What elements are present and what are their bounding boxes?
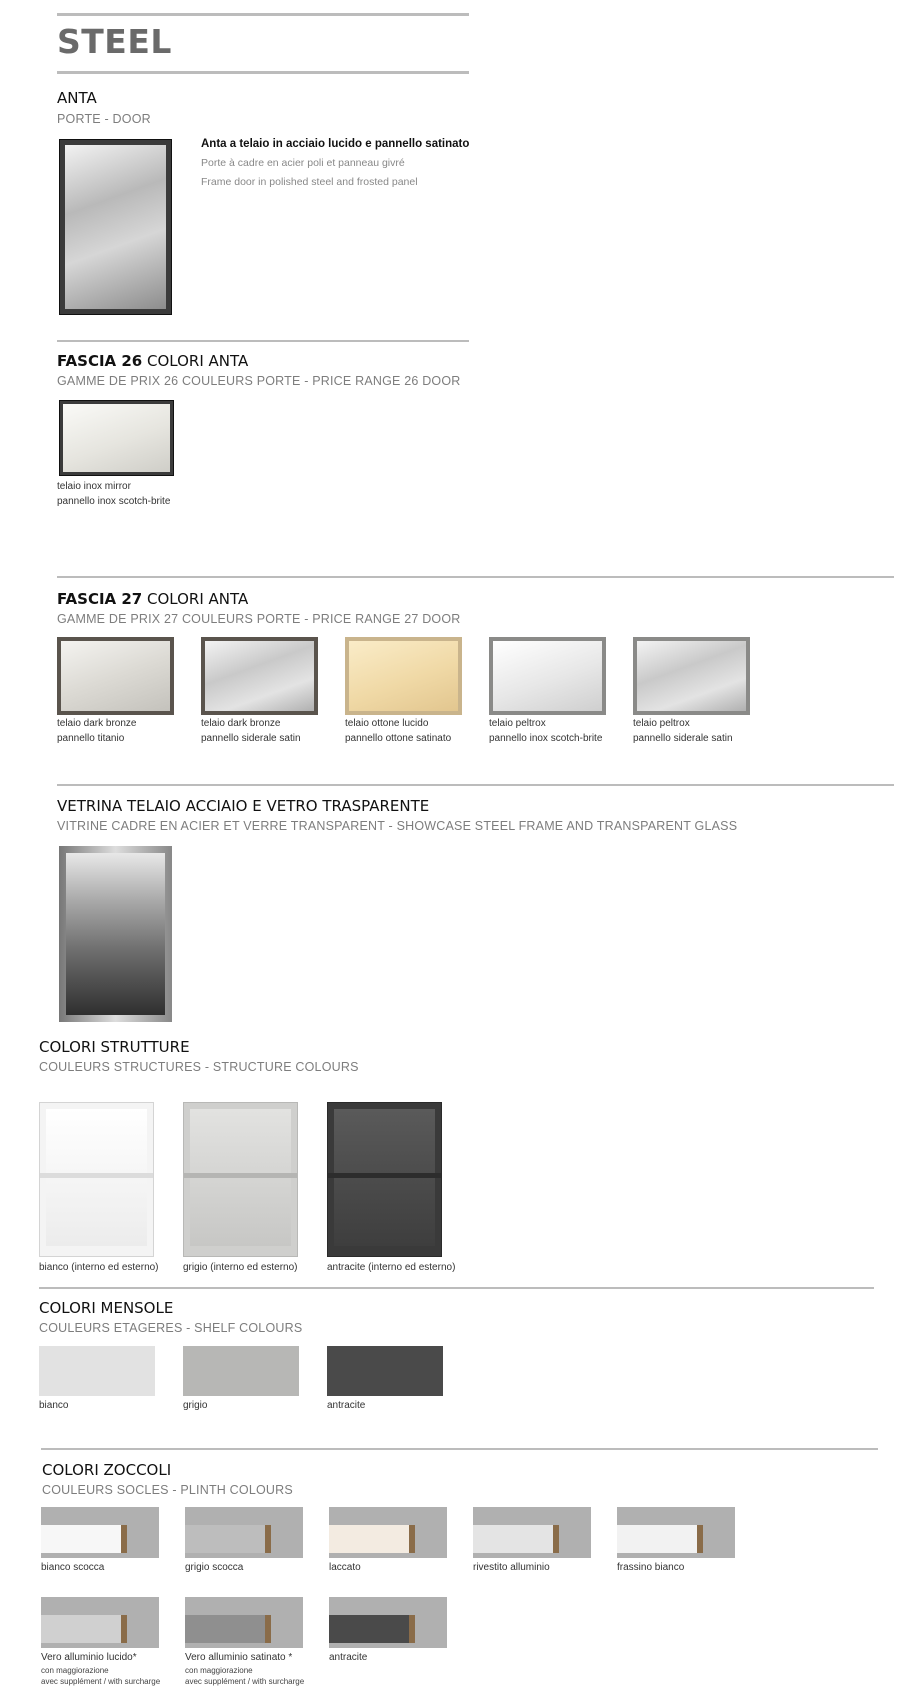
- fascia27-door-2-panel: [205, 641, 314, 711]
- fascia27-rule: [57, 576, 894, 578]
- fascia26-title: FASCIA 26 COLORI ANTA: [57, 352, 249, 370]
- zoccoli-caption-8: antracite: [329, 1652, 368, 1663]
- zoccoli-title: COLORI ZOCCOLI: [42, 1461, 172, 1479]
- strutture-subtitle: COULEURS STRUCTURES - STRUCTURE COLOURS: [39, 1060, 359, 1074]
- cabinet-grigio-shelf: [184, 1173, 297, 1178]
- vetrina-image: [59, 846, 172, 1022]
- fascia27-caption-4: telaio peltrox pannello inox scotch-brite: [489, 718, 603, 744]
- fascia27-door-4-panel: [493, 641, 602, 711]
- mensole-title: COLORI MENSOLE: [39, 1299, 174, 1317]
- plinth-6-edge: [121, 1615, 127, 1643]
- cabinet-antracite: [327, 1102, 442, 1257]
- plinth-2-edge: [265, 1525, 271, 1553]
- vetrina-title: VETRINA TELAIO ACCIAIO E VETRO TRASPARENTE: [57, 797, 430, 815]
- anta-subtitle: PORTE - DOOR: [57, 112, 151, 126]
- plinth-5-face: [617, 1525, 697, 1553]
- fascia27-door-5: [633, 637, 750, 715]
- anta-door-image: [59, 139, 172, 315]
- mensole-caption-2: grigio: [183, 1400, 208, 1411]
- plinth-7-face: [185, 1615, 265, 1643]
- strutture-caption-3: antracite (interno ed esterno): [327, 1262, 456, 1273]
- plinth-8: [329, 1597, 447, 1648]
- plinth-4-edge: [553, 1525, 559, 1553]
- mensola-swatch-grigio: [183, 1346, 299, 1396]
- plinth-5-edge: [697, 1525, 703, 1553]
- zoccoli-caption-3: laccato: [329, 1562, 361, 1573]
- anta-desc-fr: Porte à cadre en acier poli et panneau givré: [201, 157, 405, 169]
- fascia27-caption-1: telaio dark bronze pannello titanio: [57, 718, 137, 744]
- fascia27-door-4: [489, 637, 606, 715]
- top-rule: [57, 13, 469, 16]
- mensole-subtitle: COULEURS ETAGERES - SHELF COLOURS: [39, 1321, 303, 1335]
- zoccoli-rule: [41, 1448, 878, 1450]
- anta-title: ANTA: [57, 89, 97, 107]
- vetrina-rule: [57, 784, 894, 786]
- fascia26-subtitle: GAMME DE PRIX 26 COULEURS PORTE - PRICE RANGE 26 DOOR: [57, 374, 461, 388]
- cabinet-bianco-shelf: [40, 1173, 153, 1178]
- strutture-title: COLORI STRUTTURE: [39, 1038, 190, 1056]
- mensola-swatch-antracite: [327, 1346, 443, 1396]
- plinth-3-edge: [409, 1525, 415, 1553]
- fascia27-door-2: [201, 637, 318, 715]
- plinth-6-face: [41, 1615, 121, 1643]
- fascia27-door-1: [57, 637, 174, 715]
- zoccoli-caption-7: Vero alluminio satinato * con maggiorazione avec supplément / with surcharge: [185, 1652, 305, 1686]
- mensole-caption-3: antracite: [327, 1400, 366, 1411]
- fascia27-subtitle: GAMME DE PRIX 27 COULEURS PORTE - PRICE RANGE 27 DOOR: [57, 612, 461, 626]
- plinth-1-face: [41, 1525, 121, 1553]
- fascia27-door-3: [345, 637, 462, 715]
- cabinet-antracite-shelf: [328, 1173, 441, 1178]
- anta-desc-en: Frame door in polished steel and frosted panel: [201, 176, 418, 188]
- page-title: STEEL: [57, 22, 172, 61]
- vetrina-glass: [66, 853, 165, 1015]
- title-rule: [57, 71, 469, 74]
- fascia27-caption-5: telaio peltrox pannello siderale satin: [633, 718, 733, 744]
- fascia26-door-1: [59, 400, 174, 476]
- mensole-caption-1: bianco: [39, 1400, 69, 1411]
- fascia27-door-3-panel: [349, 641, 458, 711]
- plinth-1: [41, 1507, 159, 1558]
- plinth-4-face: [473, 1525, 553, 1553]
- zoccoli-caption-2: grigio scocca: [185, 1562, 244, 1573]
- zoccoli-subtitle: COULEURS SOCLES - PLINTH COLOURS: [42, 1483, 293, 1497]
- mensole-rule: [39, 1287, 874, 1289]
- fascia27-door-1-panel: [61, 641, 170, 711]
- strutture-caption-1: bianco (interno ed esterno): [39, 1262, 159, 1273]
- strutture-caption-2: grigio (interno ed esterno): [183, 1262, 298, 1273]
- vetrina-subtitle: VITRINE CADRE EN ACIER ET VERRE TRANSPARENT - SHOWCASE STEEL FRAME AND TRANSPARENT GLASS: [57, 819, 738, 833]
- mensola-swatch-bianco: [39, 1346, 155, 1396]
- plinth-2-face: [185, 1525, 265, 1553]
- fascia26-caption-1: telaio inox mirror pannello inox scotch-brite: [57, 481, 171, 507]
- plinth-7: [185, 1597, 303, 1648]
- plinth-5: [617, 1507, 735, 1558]
- zoccoli-caption-1: bianco scocca: [41, 1562, 105, 1573]
- plinth-3-face: [329, 1525, 409, 1553]
- fascia27-title: FASCIA 27 COLORI ANTA: [57, 590, 249, 608]
- plinth-2: [185, 1507, 303, 1558]
- plinth-7-edge: [265, 1615, 271, 1643]
- zoccoli-caption-4: rivestito alluminio: [473, 1562, 550, 1573]
- plinth-8-face: [329, 1615, 409, 1643]
- cabinet-bianco: [39, 1102, 154, 1257]
- fascia27-caption-3: telaio ottone lucido pannello ottone satinato: [345, 718, 452, 744]
- plinth-1-edge: [121, 1525, 127, 1553]
- plinth-8-edge: [409, 1615, 415, 1643]
- cabinet-grigio: [183, 1102, 298, 1257]
- fascia27-door-5-panel: [637, 641, 746, 711]
- plinth-6: [41, 1597, 159, 1648]
- anta-door-panel: [65, 145, 166, 309]
- fascia26-door-1-panel: [63, 404, 170, 472]
- anta-desc-it: Anta a telaio in acciaio lucido e pannello satinato: [201, 138, 470, 150]
- plinth-4: [473, 1507, 591, 1558]
- fascia26-rule: [57, 340, 469, 342]
- zoccoli-caption-6: Vero alluminio lucido* con maggiorazione avec supplément / with surcharge: [41, 1652, 161, 1686]
- zoccoli-caption-5: frassino bianco: [617, 1562, 685, 1573]
- plinth-3: [329, 1507, 447, 1558]
- fascia27-caption-2: telaio dark bronze pannello siderale satin: [201, 718, 301, 744]
